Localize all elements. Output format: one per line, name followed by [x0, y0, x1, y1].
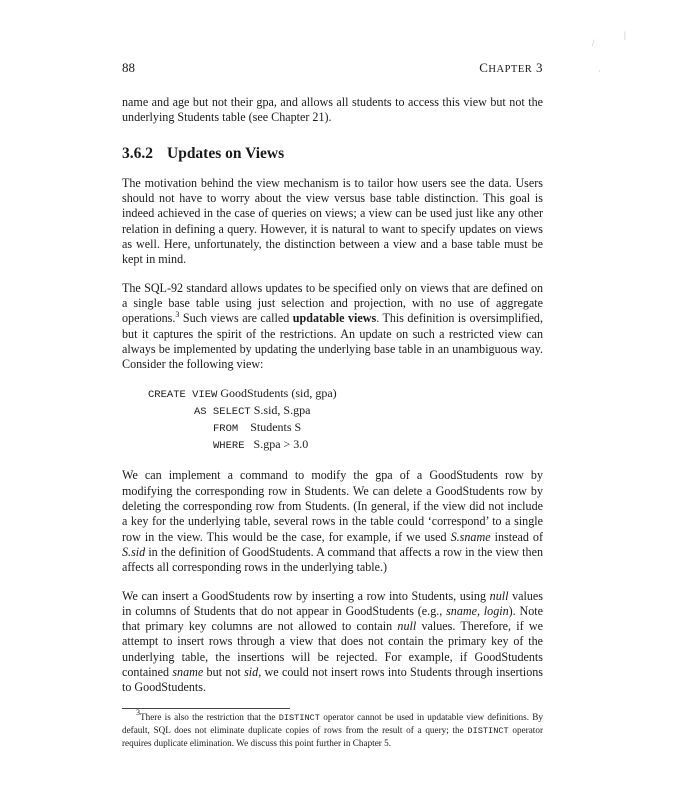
paragraph-insert: We can insert a GoodStudents row by inserting a row into Students, using null values in columns of Students that do not appear in GoodStudents (e.g., sname, login). Note that primary key columns are not allowed to contain null values. Therefore, if we attempt to insert rows through a view that does not contain the primary key of the underlying table, the insertions will be rejected. For example, if GoodStudents contained sname but not sid, we could not insert rows into Students through insertions to GoodStudents. [122, 588, 543, 695]
scan-mark: · [598, 66, 601, 76]
chapter-label [479, 60, 543, 76]
scan-mark: / [592, 38, 595, 48]
paragraph-motivation: The motivation behind the view mechanism is to tailor how users see the data. Users should not have to worry about the view versus base table distinction. This goal is indeed achieved in the case of queries on views; a view can be used just like any other relation in defining a query. However, it is natural to want to specify updates on views as well. Here, unfortunately, the distinction between a view and a base table must be kept in mind. [122, 175, 543, 267]
footnote-number: 3 [136, 707, 140, 717]
footnote: $^3$There is also the restriction that the DISTINCT operator cannot be used in updatable view definitions. By default, SQL does not eliminate duplicate copies of rows from the result of a query; the DISTINCT operator requires duplicate elimination. We discuss this point further in Chapter 5. [122, 707, 543, 748]
running-header [122, 60, 543, 76]
chapter-initial: C [479, 60, 489, 75]
term-updatable-views: updatable views [292, 311, 377, 326]
chapter-number: 3 [536, 60, 543, 75]
code-line: FROM Students S [213, 420, 302, 436]
body-text [122, 95, 543, 749]
sql-code-block [148, 386, 543, 454]
footnote-reference: 3 [175, 310, 180, 320]
code-line: CREATE VIEW GoodStudents (sid, gpa) [148, 386, 337, 402]
chapter-smallcaps: HAPTER [488, 64, 533, 75]
scan-mark: | [624, 30, 626, 40]
intro-paragraph: name and age but not their gpa, and allows all students to access this view but not the underlying Students table (see Chapter 21). [122, 95, 543, 125]
section-number: 3.6.2 [122, 144, 153, 162]
code-line: WHERE S.gpa > 3.0 [213, 437, 309, 453]
section-title: Updates on Views [167, 144, 285, 162]
paragraph-modify-delete: We can implement a command to modify the gpa of a GoodStudents row by modifying the corresponding row in Students. We can delete a GoodStudents row by deleting the corresponding row from Students. (In general, if the view did not include a key for the underlying table, several rows in the table could ‘correspond’ to a single row in the view. This would be the case, for example, if we used S.sname instead of S.sid in the definition of GoodStudents. A command that affects a row in the view then affects all corresponding rows in the underlying table.) [122, 468, 543, 575]
page-number: 88 [122, 60, 135, 75]
code-line: AS SELECT S.sid, S.gpa [194, 403, 311, 419]
footnote-divider [122, 708, 290, 709]
paragraph-sql92: The SQL-92 standard allows updates to be specified only on views that are defined on a single base table using just selection and projection, with no use of aggregate operations.$^3$ Such views are called updatable views. This definition is oversimplified, but it captures the spirit of the restrictions. An update on such a restricted view can always be implemented by updating the underlying base table in an unambiguous way. Consider the following view: [122, 280, 544, 372]
section-heading [122, 146, 543, 161]
